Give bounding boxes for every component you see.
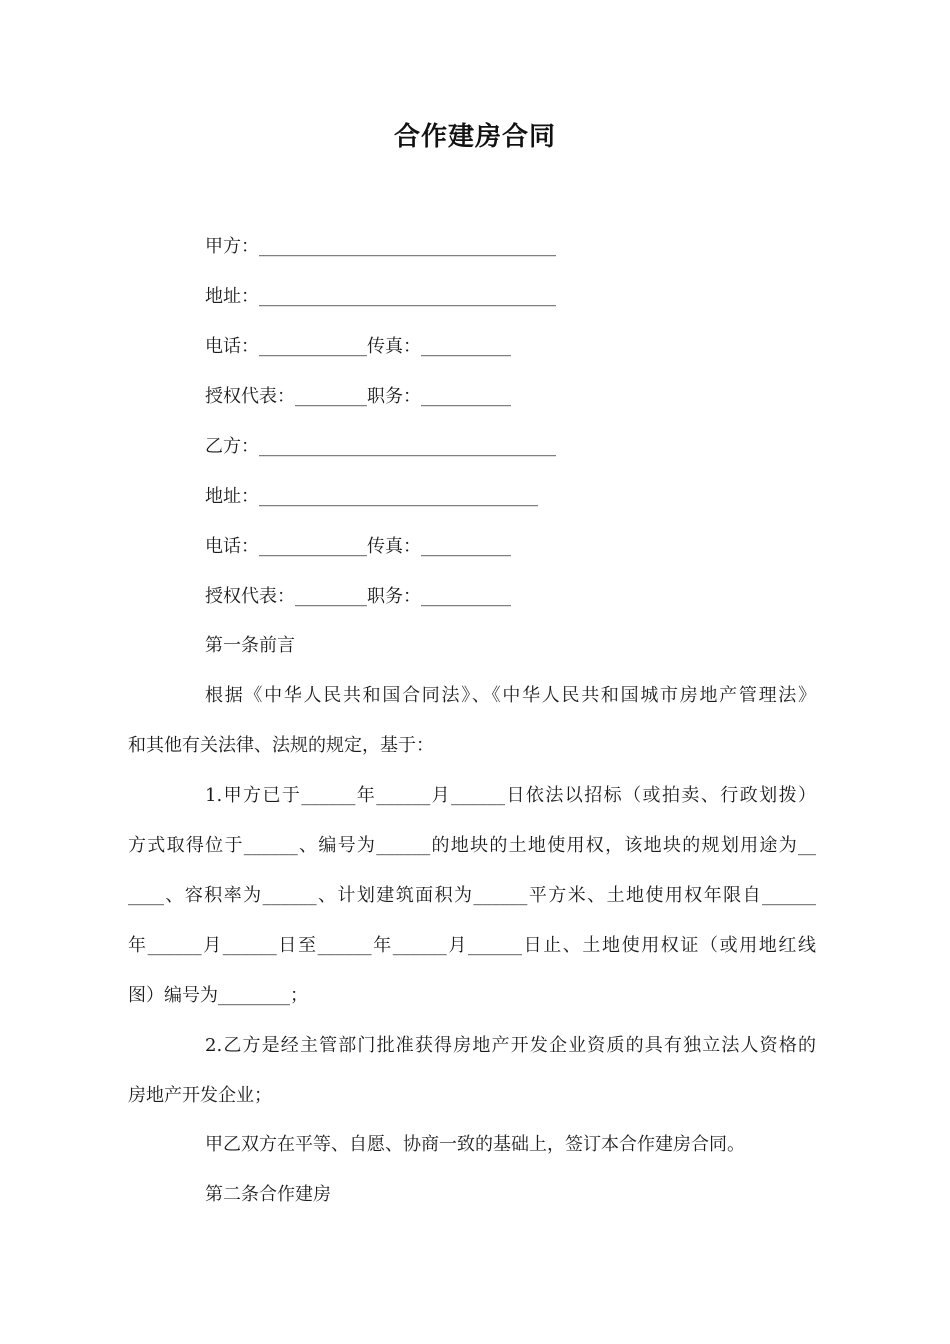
article-1-item-1-line-1: 1.甲方已于______年______月______日依法以招标（或拍卖、行政划拨） xyxy=(205,785,816,806)
article-1-item-1-line-5: 图）编号为________； xyxy=(128,985,308,1006)
party-b-address-line: 地址：_______________________________ xyxy=(205,486,538,507)
party-a-address-line: 地址：_________________________________ xyxy=(205,286,556,307)
article-1-item-1-line-3: ____、容积率为______、计划建筑面积为______平方米、土地使用权年限自______ xyxy=(128,885,816,906)
party-a-rep-position-line: 授权代表：________职务：__________ xyxy=(205,386,511,407)
article-1-item-1-line-4: 年______月______日至______年______月______日止、土地使用权证（或用地红线 xyxy=(128,935,816,956)
document-title: 合作建房合同 xyxy=(393,122,556,152)
party-a-phone-fax-line: 电话：____________传真：__________ xyxy=(205,336,511,357)
article-1-item-2-line-2: 房地产开发企业； xyxy=(128,1085,272,1106)
article-1-item-1-line-2: 方式取得位于______、编号为______的地块的土地使用权，该地块的规划用途为__ xyxy=(128,835,816,856)
article-1-intro-line-2: 和其他有关法律、法规的规定，基于： xyxy=(128,735,434,756)
article-1-item-2-line-1: 2.乙方是经主管部门批准获得房地产开发企业资质的具有独立法人资格的 xyxy=(205,1035,816,1056)
article-2-heading: 第二条合作建房 xyxy=(205,1184,331,1205)
party-b-rep-position-line: 授权代表：________职务：__________ xyxy=(205,586,511,607)
article-1-intro-line-1: 根据《中华人民共和国合同法》、《中华人民共和国城市房地产管理法》 xyxy=(205,685,816,706)
party-a-name-line: 甲方：_________________________________ xyxy=(205,236,556,257)
party-b-phone-fax-line: 电话：____________传真：__________ xyxy=(205,536,511,557)
article-1-heading: 第一条前言 xyxy=(205,635,295,656)
article-1-conclusion: 甲乙双方在平等、自愿、协商一致的基础上，签订本合作建房合同。 xyxy=(205,1134,745,1155)
party-b-name-line: 乙方：_________________________________ xyxy=(205,436,556,457)
